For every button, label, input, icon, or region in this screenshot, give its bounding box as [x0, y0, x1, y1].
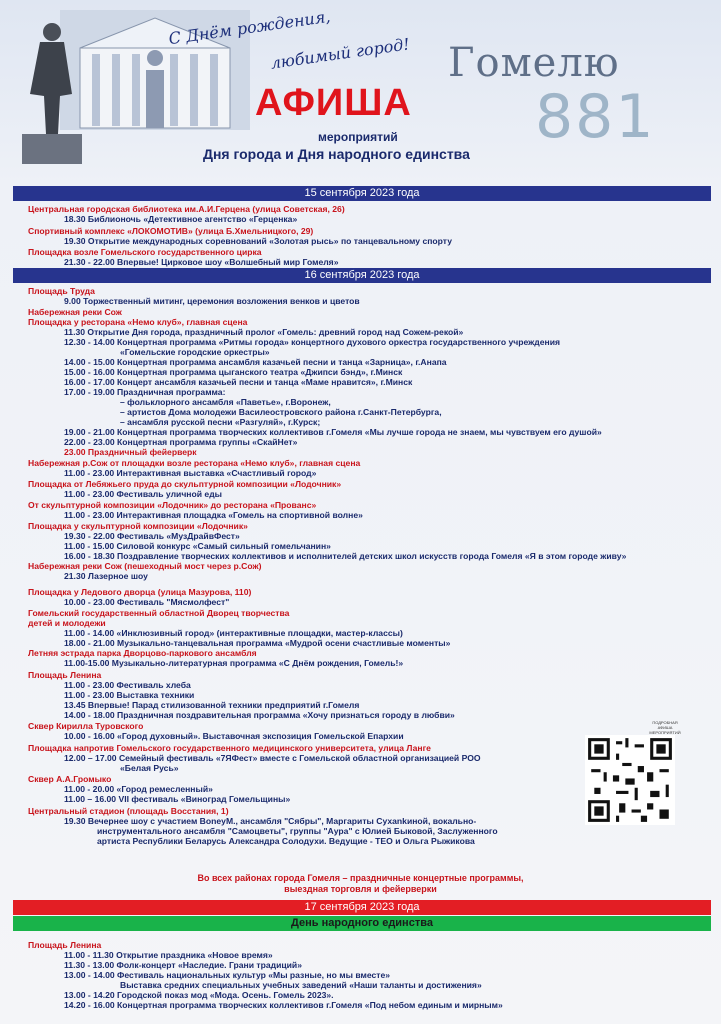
- venue-heading: Площадка напротив Гомельского государственного медицинского университета, улица Ланге: [28, 743, 431, 753]
- note-line-1: Во всех районах города Гомеля – праздничные концертные программы,: [197, 873, 524, 883]
- day-header-17-sept: 17 сентября 2023 года: [13, 900, 711, 915]
- event-item: 11.00 - 23.00 Выставка техники: [64, 690, 195, 700]
- venue-heading: Площадка у Ледового дворца (улица Мазурова, 110): [28, 587, 252, 597]
- event-item: 11.30 Открытие Дня города, праздничный пролог «Гомель: древний город над Сожем-рекой»: [64, 327, 464, 337]
- event-item: 16.00 - 17.00 Концерт ансамбля казачьей песни и танца «Маме нравится», г.Минск: [64, 377, 413, 387]
- greeting-line-1: С Днём рождения,: [167, 6, 332, 49]
- venue-heading: Набережная реки Сож: [28, 307, 122, 317]
- event-item: инструментального ансамбля "Самоцветы", группы "Аура" с Юлией Быковой, Заслуженного: [97, 826, 498, 836]
- venue-heading: Набережная р.Сож от площадки возле ресторана «Немо клуб», главная сцена: [28, 458, 361, 468]
- day-header-15-sept: 15 сентября 2023 года: [13, 186, 711, 201]
- venue-heading: Гомельский государственный областной Дворец творчества: [28, 608, 290, 618]
- monument-statue-image: [12, 14, 92, 164]
- event-item: 14.20 - 16.00 Концертная программа творческих коллективов г.Гомеля «Под небом единым и мирным»: [64, 1000, 503, 1010]
- venue-heading: Площадь Ленина: [28, 940, 102, 950]
- venue-heading: Площадка у скульптурной композиции «Лодочник»: [28, 521, 248, 531]
- subtitle-events: мероприятий: [318, 130, 398, 144]
- anniversary-number: 881: [535, 82, 656, 152]
- event-item: 11.00 - 11.30 Открытие праздника «Новое время»: [64, 950, 273, 960]
- event-item: Выставка средних специальных учебных заведений «Наши таланты и достижения»: [120, 980, 482, 990]
- venue-heading: Площадка возле Гомельского государственного цирка: [28, 247, 262, 257]
- event-item: 23.00 Праздничный фейерверк: [64, 447, 197, 457]
- event-item: 11.00 - 14.00 «Инклюзивный город» (интерактивные площадки, мастер-классы): [64, 628, 403, 638]
- event-item: 17.00 - 19.00 Праздничная программа:: [64, 387, 226, 397]
- event-item: 22.00 - 23.00 Концертная программа группы «СкайНет»: [64, 437, 298, 447]
- event-item: 11.00 - 23.00 Фестиваль уличной еды: [64, 489, 222, 499]
- city-title: Гомелю: [448, 40, 620, 86]
- venue-heading: Площадка у ресторана «Немо клуб», главная сцена: [28, 317, 248, 327]
- event-item: 14.00 - 18.00 Праздничная поздравительная программа «Хочу признаться городу в любви»: [64, 710, 455, 720]
- event-item: 10.00 - 16.00 «Город духовный». Выставочная экспозиция Гомельской Епархии: [64, 731, 404, 741]
- venue-heading: детей и молодежи: [28, 618, 106, 628]
- event-item: 9.00 Торжественный митинг, церемония возложения венков и цветов: [64, 296, 360, 306]
- event-item: 19.30 Открытие международных соревнований «Золотая рысь» по танцевальному спорту: [64, 236, 453, 246]
- event-item: 13.45 Впервые! Парад стилизованной техники предприятий г.Гомеля: [64, 700, 360, 710]
- event-item: 18.30 Библионочь «Детективное агентство «Герценка»: [64, 214, 298, 224]
- venue-heading: Площадка от Лебяжьего пруда до скульптурной композиции «Лодочник»: [28, 479, 342, 489]
- venue-heading: Сквер А.А.Громыко: [28, 774, 112, 784]
- event-item: 12.30 - 14.00 Концертная программа «Ритмы города» концертного духового оркестра государственного учреждения: [64, 337, 560, 347]
- event-item: артиста Республики Беларусь Александра Солодухи. Ведущие - ТЕО и Ольга Рыжикова: [97, 836, 475, 846]
- event-item: 12.00 – 17.00 Семейный фестиваль «7ЯФест» вместе с Гомельской областной организацией РОО: [64, 753, 481, 763]
- event-item: 11.00 - 15.00 Силовой конкурс «Самый сильный гомельчанин»: [64, 541, 331, 551]
- header: [0, 0, 721, 182]
- event-item: – ансамбля русской песни «Разгуляй», г.Курск;: [120, 417, 321, 427]
- event-item: 16.00 - 18.30 Поздравление творческих коллективов и исполнителей детских школ искусств города Гомеля «Я в этом городе живу»: [64, 551, 627, 561]
- event-item: 11.00 - 23.00 Интерактивная площадка «Гомель на спортивной волне»: [64, 510, 363, 520]
- event-item: «Белая Русь»: [120, 763, 179, 773]
- venue-heading: Центральный стадион (площадь Восстания, 1): [28, 806, 229, 816]
- event-item: 11.30 - 13.00 Фолк-концерт «Наследие. Грани традиций»: [64, 960, 302, 970]
- venue-heading: Летняя эстрада парка Дворцово-паркового ансамбля: [28, 648, 257, 658]
- venue-heading: Центральная городская библиотека им.А.И.Герцена (улица Советская, 26): [28, 204, 345, 214]
- qr-code-image[interactable]: [585, 735, 675, 825]
- poster-title: АФИША: [255, 82, 412, 124]
- event-item: 15.00 - 16.00 Концертная программа цыганского театра «Джипси бэнд», г.Минск: [64, 367, 403, 377]
- qr-caption: ПОДРОБНАЯ АФИША МЕРОПРИЯТИЙ: [649, 720, 681, 735]
- venue-heading: От скульптурной композиции «Лодочник» до ресторана «Прованс»: [28, 500, 317, 510]
- unity-day-header: День народного единства: [13, 916, 711, 931]
- venue-heading: Сквер Кирилла Туровского: [28, 721, 144, 731]
- note-line-2: выездная торговля и фейерверки: [284, 884, 437, 894]
- event-item: 11.00 - 23.00 Фестиваль хлеба: [64, 680, 191, 690]
- event-item: 11.00 – 16.00 VII фестиваль «Виноград Гомельщины»: [64, 794, 291, 804]
- event-item: 19.30 Вечернее шоу с участием BoneyM., ансамбля "Сябры", Маргариты Сухankиной, вокально-: [64, 816, 477, 826]
- venue-heading: Площадь Ленина: [28, 670, 102, 680]
- event-item: 18.00 - 21.00 Музыкально-танцевальная программа «Мудрой осени счастливые моменты»: [64, 638, 451, 648]
- event-item: 19.30 - 22.00 Фестиваль «МузДрайвФест»: [64, 531, 240, 541]
- event-item: 19.00 - 21.00 Концертная программа творческих коллективов г.Гомеля «Мы лучше города не знаем, мы чувствуем его душой»: [64, 427, 602, 437]
- venue-heading: Площадь Труда: [28, 286, 95, 296]
- event-item: 10.00 - 23.00 Фестиваль "Мясмолфест": [64, 597, 230, 607]
- event-item: «Гомельские городские оркестры»: [120, 347, 270, 357]
- venue-heading: Набережная реки Сож (пешеходный мост через р.Сож): [28, 561, 262, 571]
- venue-heading: Спортивный комплекс «ЛОКОМОТИВ» (улица Б.Хмельницкого, 29): [28, 226, 314, 236]
- event-item: 13.00 - 14.00 Фестиваль национальных культур «Мы разные, но мы вместе»: [64, 970, 391, 980]
- day-header-16-sept: 16 сентября 2023 года: [13, 268, 711, 283]
- event-item: 21.30 Лазерное шоу: [64, 571, 148, 581]
- event-item: 14.00 - 15.00 Концертная программа ансамбля казачьей песни и танца «Зарница», г.Анапа: [64, 357, 447, 367]
- event-item: – фольклорного ансамбля «Паветье», г.Воронеж,: [120, 397, 331, 407]
- event-item: 21.30 - 22.00 Впервые! Цирковое шоу «Волшебный мир Гомеля»: [64, 257, 339, 267]
- event-item: 11.00 - 20.00 «Город ремесленный»: [64, 784, 213, 794]
- event-item: 11.00 - 23.00 Интерактивная выставка «Счастливый город»: [64, 468, 317, 478]
- subtitle-holiday: Дня города и Дня народного единства: [203, 146, 470, 162]
- event-item: – артистов Дома молодежи Василеостровского района г.Санкт-Петербурга,: [120, 407, 442, 417]
- event-item: 13.00 - 14.20 Городской показ мод «Мода. Осень. Гомель 2023».: [64, 990, 334, 1000]
- greeting-line-2: любимый город!: [269, 34, 411, 73]
- event-item: 11.00-15.00 Музыкально-литературная программа «С Днём рождения, Гомель!»: [64, 658, 404, 668]
